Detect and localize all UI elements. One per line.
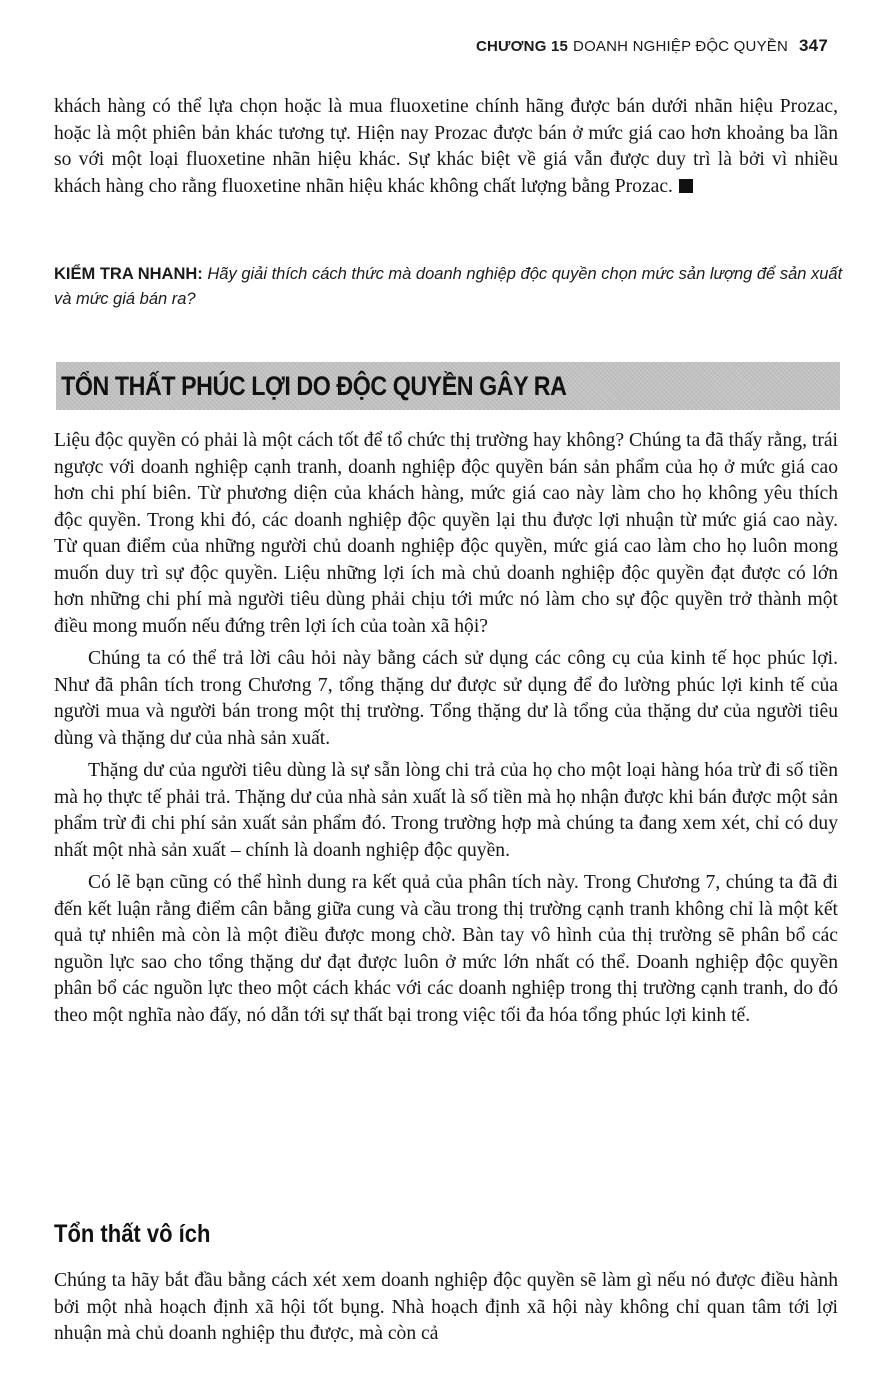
section-body xyxy=(54,428,838,1029)
quick-check-question: Hãy giải thích cách thức mà doanh nghiệp độc quyền chọn mức sản lượng để sản xuất và mức giá bán ra? xyxy=(54,265,843,308)
chapter-label: CHƯƠNG 15 xyxy=(475,38,569,55)
end-of-box-square-icon xyxy=(679,179,693,193)
subsection-body xyxy=(54,1268,838,1348)
intro-text-block xyxy=(54,94,838,200)
intro-paragraph: khách hàng có thể lựa chọn hoặc là mua fluoxetine chính hãng được bán dưới nhãn hiệu Prozac, hoặc là một phiên bản khác tương tự. Hiện nay Prozac được bán ở mức giá cao hơn khoảng ba lần so với một loại fluoxetine nhãn hiệu khác. Sự khác biệt về giá vẫn được duy trì là bởi vì nhiều khách hàng cho rằng fluoxetine nhãn hiệu khác không chất lượng bằng Prozac. xyxy=(54,96,838,197)
chapter-title: DOANH NGHIỆP ĐỘC QUYỀN xyxy=(573,38,789,55)
quick-check-label: KIỂM TRA NHANH: xyxy=(54,265,203,283)
section-paragraph: Thặng dư của người tiêu dùng là sự sẵn lòng chi trả của họ cho một loại hàng hóa trừ đi số tiền mà họ thực tế phải trả. Thặng dư của nhà sản xuất là số tiền mà họ nhận được khi bán được một sản phẩm trừ đi chi phí sản xuất sản phẩm đó. Trong trường hợp mà chúng ta đang xem xét, chỉ có duy nhất một nhà sản xuất – chính là doanh nghiệp độc quyền. xyxy=(54,760,838,861)
running-header xyxy=(476,36,828,56)
section-banner xyxy=(56,362,840,410)
subsection-title: Tổn thất vô ích xyxy=(54,1220,211,1248)
section-title: TỔN THẤT PHÚC LỢI DO ĐỘC QUYỀN GÂY RA xyxy=(61,370,567,401)
quick-check xyxy=(54,262,844,312)
section-paragraph: Có lẽ bạn cũng có thể hình dung ra kết quả của phân tích này. Trong Chương 7, chúng ta đã đi đến kết luận rằng điểm cân bằng giữa cung và cầu trong thị trường cạnh tranh không chỉ là một kết quả tự nhiên mà còn là một điều được mong chờ. Bàn tay vô hình của thị trường sẽ phân bổ các nguồn lực sao cho tổng thặng dư đạt được luôn ở mức lớn nhất có thể. Doanh nghiệp độc quyền phân bổ các nguồn lực theo một cách khác với các doanh nghiệp trong thị trường cạnh tranh, do đó theo một nghĩa nào đấy, nó dẫn tới sự thất bại trong việc tối đa hóa tổng phúc lợi kinh tế. xyxy=(54,872,838,1026)
section-paragraph: Chúng ta có thể trả lời câu hỏi này bằng cách sử dụng các công cụ của kinh tế học phúc lợi. Như đã phân tích trong Chương 7, tổng thặng dư được sử dụng để đo lường phúc lợi kinh tế của người mua và người bán trong một thị trường. Tổng thặng dư là tổng của thặng dư của người tiêu dùng và thặng dư của nhà sản xuất. xyxy=(54,648,838,749)
subsection-paragraph: Chúng ta hãy bắt đầu bằng cách xét xem doanh nghiệp độc quyền sẽ làm gì nếu nó được điều hành bởi một nhà hoạch định xã hội tốt bụng. Nhà hoạch định xã hội này không chỉ quan tâm tới lợi nhuận mà chủ doanh nghiệp thu được, mà còn cả xyxy=(54,1270,838,1344)
section-paragraph: Liệu độc quyền có phải là một cách tốt để tổ chức thị trường hay không? Chúng ta đã thấy rằng, trái ngược với doanh nghiệp cạnh tranh, doanh nghiệp độc quyền bán sản phẩm của họ ở mức giá cao hơn chi phí biên. Từ phương diện của khách hàng, mức giá cao này làm cho họ không yêu thích độc quyền. Trong khi đó, các doanh nghiệp độc quyền lại thu được lợi nhuận từ mức giá cao này. Từ quan điểm của những người chủ doanh nghiệp độc quyền, mức giá cao làm cho họ luôn mong muốn duy trì sự độc quyền. Liệu những lợi ích mà chủ doanh nghiệp độc quyền đạt được có lớn hơn những chi phí mà người tiêu dùng phải chịu tới mức nó làm cho sự độc quyền trở thành một điều mong muốn nếu đứng trên lợi ích của toàn xã hội? xyxy=(54,430,838,637)
page-number: 347 xyxy=(799,36,828,55)
